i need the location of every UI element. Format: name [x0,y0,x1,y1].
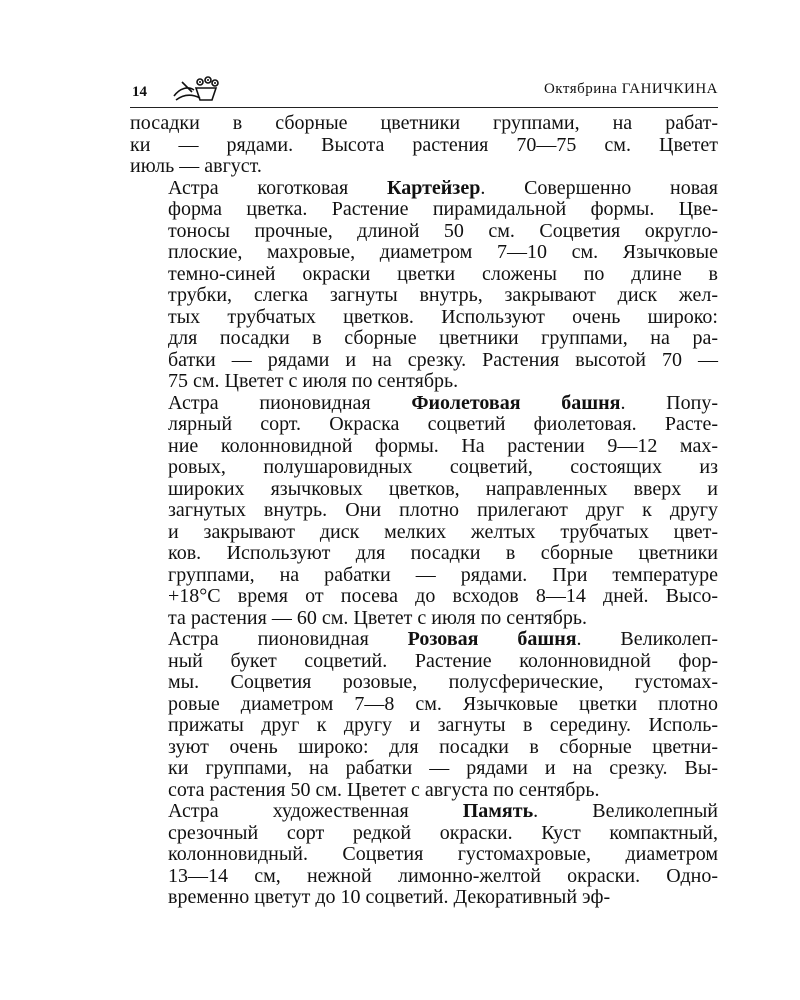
author-name: Октябрина ГАНИЧКИНА [543,81,718,97]
text-line: для посадки в сборные цветники группами, на ра- [168,327,718,349]
text-line: 13—14 см, нежной лимонно-желтой окраски. Одно- [168,864,718,887]
body-text [130,113,718,909]
text-line: плоские, махровые, диаметром 7—10 см. Язычковые [168,241,718,263]
text-line: ки группами, на рабатки — рядами и на срезку. Вы- [168,757,718,779]
text-line: ный букет соцветий. Растение колонновидной фор- [168,649,718,672]
page-number: 14 [132,84,147,100]
text-line: ки — рядами. Высота растения 70—75 см. Цветет [130,133,718,156]
variety-name: Картейзер [386,176,481,199]
header-rule [130,107,718,108]
variety-name: Розовая башня [407,628,577,650]
text-line: форма цветка. Растение пирамидальной формы. Цве- [168,198,718,220]
text-line: зуют очень широко: для посадки в сборные цветни- [168,735,718,758]
text-line: группами, на рабатки — рядами. При температуре [168,563,718,586]
text-line: та растения — 60 см. Цветет с июля по сентябрь. [168,606,587,629]
text-line: 75 см. Цветет с июля по сентябрь. [168,370,459,392]
text-line: ровых, полушаровидных соцветий, состоящих из [168,456,718,478]
text-line: ков. Используют для посадки в сборные цветники [168,542,718,564]
text-line: +18°С время от посева до всходов 8—14 дней. Высо- [168,585,718,607]
text-line: и закрывают диск мелких желтых трубчатых цвет- [168,520,718,543]
text-line: Астра пионовидная Розовая башня. Великолеп- [168,628,718,650]
running-header [130,78,718,104]
text-line: ровые диаметром 7—8 см. Язычковые цветки плотно [168,692,718,715]
text-line: лярный сорт. Окраска соцветий фиолетовая. Расте- [168,413,718,435]
text-line: колонновидный. Соцветия густомахровые, диаметром [168,843,718,865]
text-line: Астра коготковая Картейзер. Совершенно новая [168,176,718,199]
text-line: июль — август. [130,155,262,177]
variety-name: Фиолетовая башня [411,391,621,414]
text-line: загнутых внутрь. Они плотно прилегают друг к другу [168,499,718,521]
text-line: прижаты друг к другу и загнуты в середину. Исполь- [168,714,718,736]
paragraph [130,113,718,178]
text-line: тых трубчатых цветков. Используют очень широко: [168,305,718,328]
text-line: тоносы прочные, длиной 50 см. Соцветия округло- [168,219,718,242]
text-line: сота растения 50 см. Цветет с августа по сентябрь. [168,778,600,801]
text-line: батки — рядами и на срезку. Растения высотой 70 — [168,348,718,371]
text-line: трубки, слегка загнуты внутрь, закрывают диск жел- [168,284,718,306]
text-line: темно-синей окраски цветки сложены по длине в [168,262,718,285]
text-line: посадки в сборные цветники группами, на рабат- [130,112,718,134]
paragraph [130,393,718,630]
paragraph [130,629,718,801]
text-line: временно цветут до 10 соцветий. Декоративный эф- [168,886,611,908]
text-line: Астра художественная Память. Великолепный [168,800,718,822]
text-line: ние колонновидной формы. На растении 9—12 мах- [168,434,718,457]
paragraph [130,801,718,909]
text-line: Астра пионовидная Фиолетовая башня. Попу- [168,391,718,414]
watering-can-flowers-icon [170,74,220,104]
text-line: широких язычковых цветков, направленных вверх и [168,477,718,500]
variety-name: Память [462,800,534,822]
paragraph [130,178,718,393]
text-line: срезочный сорт редкой окраски. Куст компактный, [168,821,718,844]
text-line: мы. Соцветия розовые, полусферические, густомах- [168,671,718,693]
